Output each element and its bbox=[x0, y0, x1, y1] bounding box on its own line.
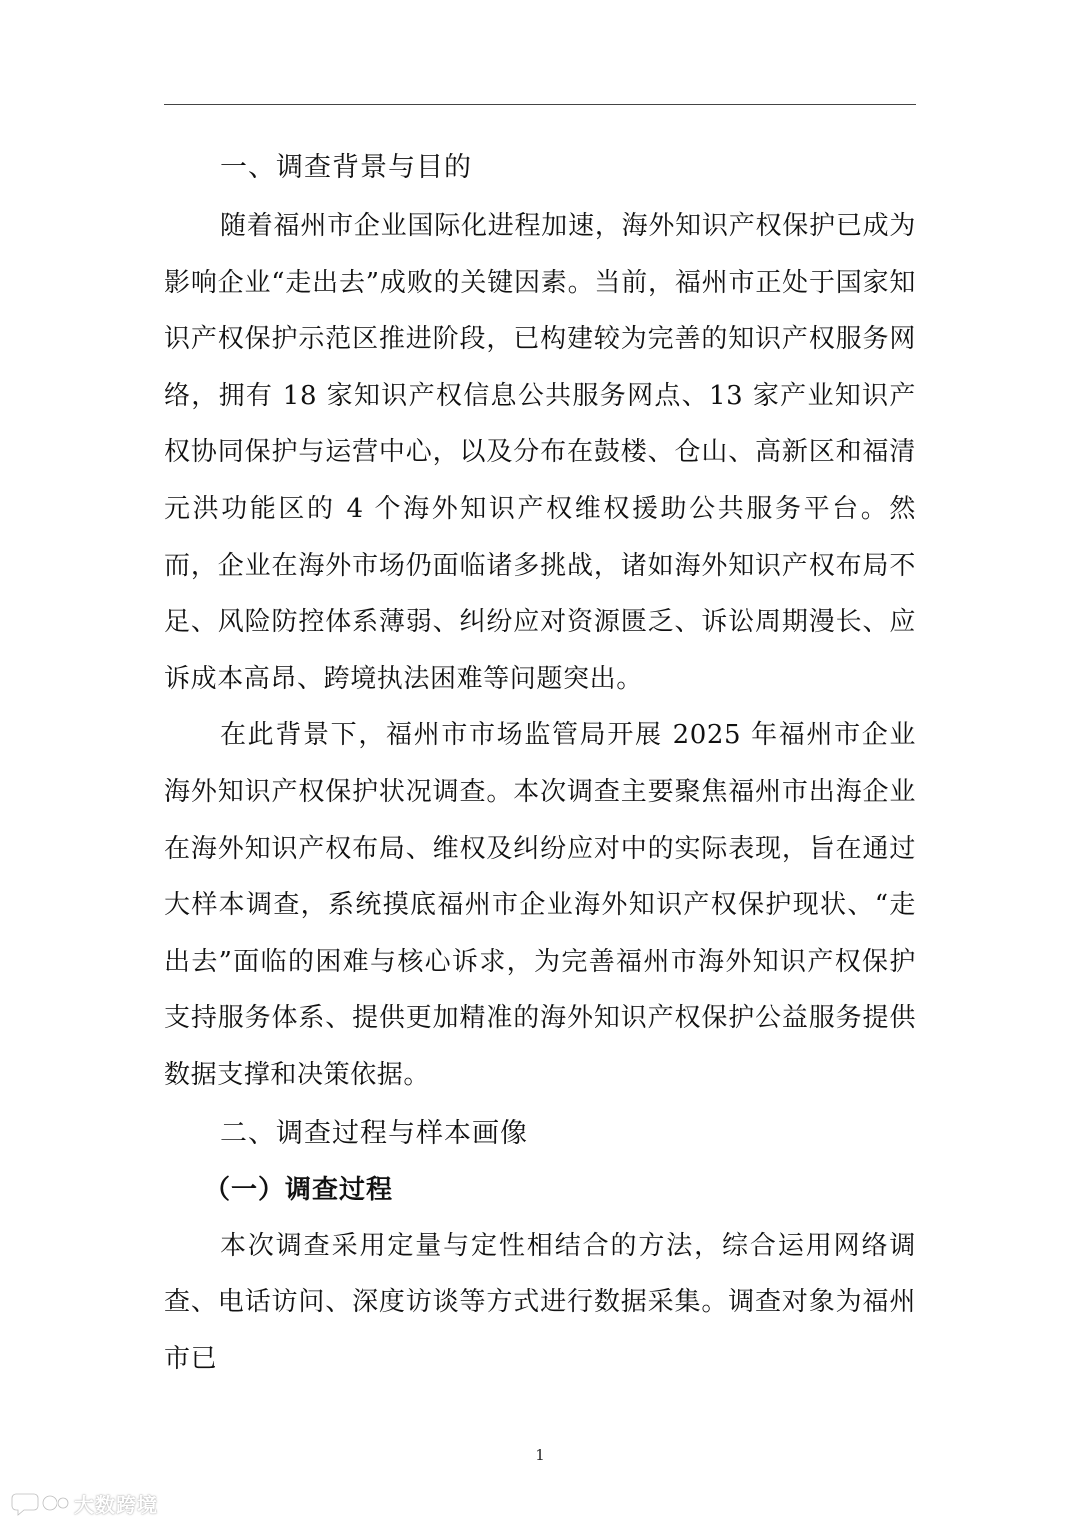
paragraph: 本次调查采用定量与定性相结合的方法，综合运用网络调查、电话访问、深度访谈等方式进行数据采集。调查对象为福州市已 bbox=[164, 1230, 916, 1374]
section-heading-1: 一、调查背景与目的 bbox=[220, 152, 472, 183]
page-number: 1 bbox=[535, 1446, 545, 1464]
page-content bbox=[164, 140, 916, 1387]
paragraph: 在此背景下，福州市市场监管局开展 2025 年福州市企业海外知识产权保护状况调查。本次调查主要聚焦福州市出海企业在海外知识产权布局、维权及纠纷应对中的实际表现，旨在通过大样本调查，系统摸底福州市企业海外知识产权保护现状、“走出去”面临的困难与核心诉求，为完善福州市海外知识产权保护支持服务体系、提供更加精准的海外知识产权保护公益服务提供数据支撑和决策依据。 bbox=[164, 720, 916, 1090]
subsection-heading: （一）调查过程 bbox=[204, 1174, 394, 1205]
section-heading-2: 二、调查过程与样本画像 bbox=[220, 1117, 528, 1149]
watermark-text: 大数跨境 bbox=[74, 1492, 158, 1517]
header-rule bbox=[164, 104, 916, 105]
paragraph: 随着福州市企业国际化进程加速，海外知识产权保护已成为影响企业“走出去”成败的关键因素。当前，福州市正处于国家知识产权保护示范区推进阶段，已构建较为完善的知识产权服务网络，拥有 18 家知识产权信息公共服务网点、13 家产业知识产权协同保护与运营中心，以及分布在鼓楼、仓山、高新区和福清元洪功能区的 4 个海外知识产权维权援助公共服务平台。然而，企业在海外市场仍面临诸多挑战，诸如海外知识产权布局不足、风险防控体系薄弱、纠纷应对资源匮乏、诉讼周期漫长、应诉成本高昂、跨境执法困难等问题突出。 bbox=[164, 211, 916, 694]
watermark bbox=[10, 1488, 158, 1518]
speech-bubble-logo-icon bbox=[10, 1490, 70, 1516]
